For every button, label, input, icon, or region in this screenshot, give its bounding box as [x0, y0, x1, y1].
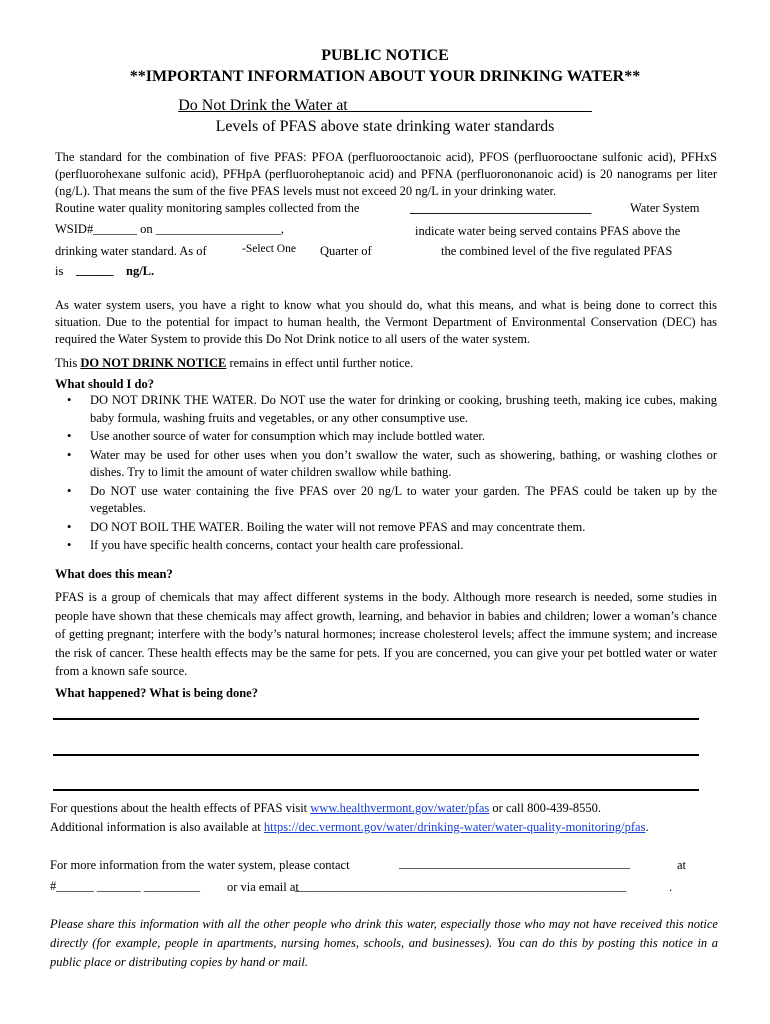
phone-field[interactable]: #______ _______ _________ — [50, 879, 200, 893]
bullet-icon: • — [67, 519, 72, 534]
what-mean-heading: What does this mean? — [55, 567, 173, 581]
end-period: . — [669, 880, 673, 894]
is-label: is — [55, 264, 64, 278]
pfas-level-field[interactable]: ______ — [76, 263, 114, 277]
water-system-label: Water System — [630, 201, 700, 215]
contact-name-field[interactable]: _____________________________________ — [399, 856, 631, 870]
routine-label: Routine water quality monitoring samples collected from the — [55, 201, 360, 215]
quarter-of-text: Quarter of — [320, 244, 372, 258]
intro-paragraph: The standard for the combination of five PFAS: PFOA (perfluorooctanoic acid), PFOS (perfluorooctane sulfonic acid), PFHxS (perfluorohexane sulfonic acid), PFHpA (perfluoroheptanoic acid) and PFNA (perfluorononanoic acid) is 20 nanograms per liter (ng/L). That means the sum of the five PFAS levels must not exceed 20 ng/L in your drinking water. — [55, 150, 717, 198]
notice-title: PUBLIC NOTICE — [321, 47, 449, 64]
instructions-list — [55, 392, 717, 556]
bullet-icon: • — [67, 483, 72, 498]
what-should-heading: What should I do? — [55, 377, 154, 391]
instruction-text: If you have specific health concerns, contact your health care professional. — [90, 538, 464, 552]
rights-paragraph: As water system users, you have a right to know what you should do, what this means, and what is being done to correct this situation. Due to the potential for impact to human health, the Vermont Department of Environmental Conservation (DEC) has required the Water System to provide this Do Not Drink notice to all users of the water system. — [55, 298, 717, 346]
notice-subtitle: **IMPORTANT INFORMATION ABOUT YOUR DRINKING WATER** — [129, 68, 641, 85]
answer-line-3[interactable] — [53, 789, 699, 791]
at-label: at — [677, 858, 687, 872]
combined-label: the combined level of the five regulated PFAS — [441, 244, 673, 258]
do-not-drink-text: Do Not Drink the Water at ______________________________ — [178, 97, 592, 114]
period-text: . — [645, 820, 649, 834]
notice-effect-line — [55, 356, 413, 371]
quarter-of-label — [316, 244, 372, 259]
answer-line-2[interactable] — [53, 754, 699, 756]
instruction-text: Water may be used for other uses when you don’t swallow the water, such as showering, bathing, or washing clothes or dishes. Try to limit the amount of water children swallow while bathing. — [90, 447, 717, 479]
more-info-label: For more information from the water system, please contact — [50, 858, 350, 872]
what-mean-paragraph: PFAS is a group of chemicals that may affect different systems in the body. Although more research is needed, some studies in people have shown that these chemicals may affect growth, learning, and behavior in babies and children; lower a woman’s chance of getting pregnant; interfere with the body’s natural hormones; increase cholesterol levels; affect the immune system; and increase the risk of cancer. These health effects may be the same for pets. If you are concerned, you can give your pet bottled water or water from a known safe source. — [55, 590, 717, 678]
additional-info-line — [50, 819, 650, 836]
notice-after: remains in effect until further notice. — [226, 356, 414, 370]
list-item — [55, 447, 717, 482]
email-field[interactable]: _____________________________________________________ — [295, 879, 627, 893]
quarter-select[interactable]: -Select One — [242, 243, 296, 255]
instruction-text: Use another source of water for consumption which may include bottled water. — [90, 429, 486, 443]
wsid-date-field[interactable]: WSID#_______ on ____________________, — [55, 222, 284, 236]
answer-line-1[interactable] — [53, 718, 699, 720]
share-notice: Please share this information with all the other people who drink this water, especially those who may not have received this notice directly (for example, people in apartments, nursing homes, schools, and businesses). You can do this by posting this notice in a public place or distributing copies by hand or mail. — [50, 917, 718, 969]
unit-label: ng/L. — [126, 264, 155, 278]
instruction-text: DO NOT BOIL THE WATER. Boiling the water will not remove PFAS and may concentrate them. — [90, 519, 586, 534]
list-item — [55, 519, 717, 537]
list-item — [55, 428, 717, 446]
notice-before: This — [55, 356, 81, 370]
dec-vermont-link[interactable]: https://dec.vermont.gov/water/drinking-water/water-quality-monitoring/pfas — [263, 820, 646, 834]
what-happened-heading: What happened? What is being done? — [55, 686, 258, 700]
list-item — [55, 483, 717, 518]
levels-heading: Levels of PFAS above state drinking water standards — [215, 118, 555, 135]
do-not-drink-heading — [0, 97, 770, 115]
health-questions-text: For questions about the health effects of PFAS visit — [50, 801, 311, 815]
list-item — [55, 392, 717, 427]
water-system-name-field[interactable]: _____________________________ — [410, 201, 592, 215]
indicate-label: indicate water being served contains PFAS above the — [415, 224, 681, 238]
list-item — [55, 537, 717, 555]
health-questions-line — [50, 801, 601, 816]
email-label: or via email at — [227, 880, 299, 894]
phone-text: or call 800-439-8550. — [489, 801, 602, 815]
do-not-drink-emphasis: DO NOT DRINK NOTICE — [80, 356, 227, 370]
bullet-icon: • — [67, 538, 72, 552]
healthvermont-link[interactable]: www.healthvermont.gov/water/pfas — [310, 801, 490, 815]
bullet-icon: • — [67, 447, 72, 462]
standard-as-of-label: drinking water standard. As of — [55, 244, 207, 258]
instruction-text: DO NOT DRINK THE WATER. Do NOT use the water for drinking or cooking, brushing teeth, making ice cubes, making baby formula, washing fruits and vegetables, or any other consumptive use. — [90, 393, 717, 425]
additional-info-text: Additional information is also available at — [50, 820, 264, 834]
bullet-icon: • — [67, 429, 72, 443]
instruction-text: Do NOT use water containing the five PFAS over 20 ng/L to water your garden. The PFAS could be taken up by the vegetables. — [90, 483, 717, 515]
bullet-icon: • — [67, 393, 72, 407]
